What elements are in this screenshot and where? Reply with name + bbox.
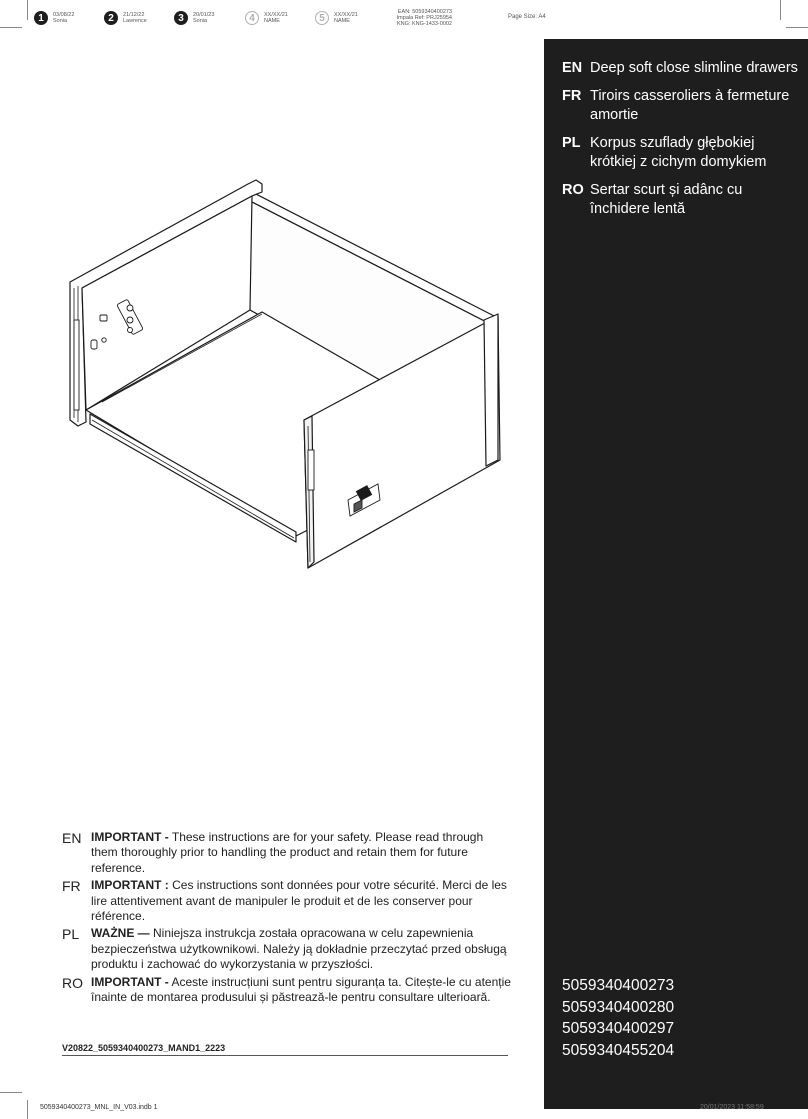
- notice-lead: WAŻNE —: [91, 926, 150, 941]
- revision-date: 21/12/22: [123, 11, 145, 18]
- language-code: FR: [562, 88, 582, 104]
- language-code: RO: [62, 974, 83, 991]
- title-en: [562, 59, 802, 78]
- notice-fr: [62, 878, 512, 924]
- header-impala-ref: Impala Ref: PRJ25954: [396, 15, 452, 22]
- product-title: Deep soft close slimline drawers: [590, 60, 798, 76]
- product-title: Korpus szuflady głębokiej krótkiej z cichym domykiem: [590, 135, 767, 170]
- header-kng: KNG: KNG-1433-0002: [396, 21, 452, 28]
- title-pl: [562, 134, 802, 172]
- title-ro: [562, 181, 802, 219]
- product-titles: [562, 59, 802, 228]
- notice-text: These instructions are for your safety. Please read through them thoroughly prior to handling the product and retain them for future reference.: [91, 830, 484, 875]
- revision-5: [315, 9, 358, 27]
- product-title: Sertar scurt și adânc cu închidere lentă: [590, 182, 743, 217]
- ean-list: [562, 975, 674, 1061]
- revision-name: NAME: [334, 18, 350, 24]
- product-title: Tiroirs casseroliers à fermeture amortie: [590, 88, 790, 123]
- crop-mark-top-right-v: [780, 0, 781, 20]
- revision-date: 03/08/22: [53, 11, 75, 18]
- notice-text: Niniejsza instrukcja została opracowana w celu zapewnienia bezpieczeństwa użytkownikowi. Należy ją dokładnie przeczytać przed obsługą produktu i zachować do wykorzystania w przyszłości.: [91, 926, 507, 972]
- notice-lead: IMPORTANT -: [91, 830, 169, 844]
- ean-code: 5059340400280: [562, 998, 675, 1016]
- revision-name: Lawrence: [123, 18, 147, 24]
- language-code: EN: [562, 60, 583, 76]
- revision-1: [34, 9, 74, 27]
- drawer-back-rail: [484, 314, 498, 466]
- language-code: RO: [562, 182, 584, 198]
- notice-lead: IMPORTANT -: [91, 974, 169, 989]
- notice-lead: IMPORTANT :: [91, 878, 169, 893]
- revision-name: NAME: [264, 18, 280, 24]
- revision-3: [174, 9, 214, 27]
- title-panel: [544, 39, 808, 1109]
- language-code: PL: [562, 135, 581, 151]
- revision-name: Sonia: [53, 18, 68, 24]
- revision-date: XX/XX/21: [334, 11, 358, 18]
- revision-date: 20/01/23: [193, 11, 215, 18]
- ean-code: 5059340400273: [562, 977, 675, 994]
- revision-2: [104, 9, 147, 27]
- language-code: EN: [62, 830, 82, 846]
- crop-mark-bottom-left-v: [27, 1100, 28, 1119]
- revision-name: Sonia: [193, 18, 208, 24]
- revision-number: 4: [245, 11, 259, 25]
- language-code: FR: [62, 878, 81, 895]
- footer-filename: 5059340400273_MNL_IN_V03.indb 1: [40, 1104, 158, 1111]
- crop-mark-top-right: [786, 27, 808, 28]
- revision-date: XX/XX/21: [264, 11, 288, 18]
- crop-mark-top-left-v: [27, 0, 28, 20]
- revision-number: 1: [34, 11, 48, 25]
- title-fr: [562, 87, 802, 125]
- safety-notices: [62, 830, 512, 1007]
- notice-en: [62, 830, 512, 876]
- notice-pl: [62, 926, 512, 972]
- crop-mark-bottom-left: [0, 1092, 22, 1093]
- notice-ro: [62, 975, 512, 1006]
- revision-number: 5: [315, 11, 329, 25]
- notice-text: Aceste instrucțiuni sunt pentru siguranța ta. Citește-le cu atenție înainte de montarea produsului și păstrează-le pentru consultare ulterioară.: [91, 974, 511, 1005]
- revision-number: 2: [104, 11, 118, 25]
- divider: [62, 1055, 508, 1056]
- header-ean: EAN: 5059340400273: [397, 9, 452, 15]
- page-size: Page Size: A4: [508, 14, 546, 20]
- header-ean-block: [380, 9, 452, 28]
- ean-code: 5059340400297: [562, 1020, 675, 1037]
- crop-mark-top-left: [0, 27, 22, 28]
- document-reference: V20822_5059340400273_MAND1_2223: [62, 1043, 226, 1053]
- revision-number: 3: [174, 11, 188, 25]
- language-code: PL: [62, 926, 80, 943]
- footer-timestamp: 20/01/2023 11:58:59: [700, 1104, 764, 1111]
- ean-code: 5059340455204: [562, 1041, 675, 1059]
- notice-text: Ces instructions sont données pour votre sécurité. Merci de les lire attentivement avant de manipuler le produit et de les conserver pour référence.: [91, 878, 507, 924]
- revision-4: [245, 9, 288, 27]
- drawer-illustration: [56, 170, 506, 580]
